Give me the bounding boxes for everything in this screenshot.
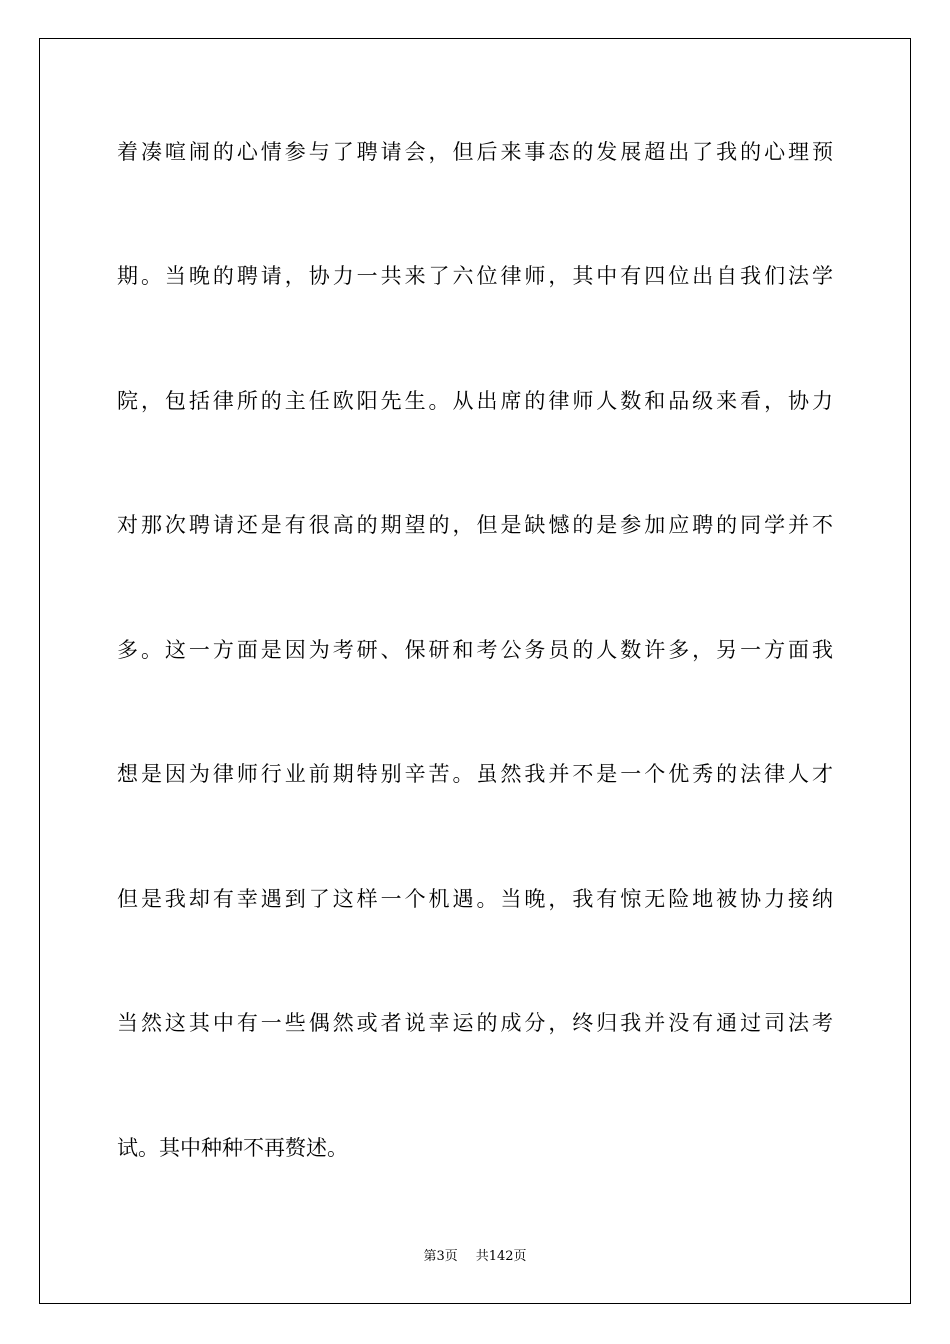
body-line-5: 多。这一方面是因为考研、保研和考公务员的人数许多，另一方面我 [117, 638, 833, 662]
body-line-7: 但是我却有幸遇到了这样一个机遇。当晚，我有惊无险地被协力接纳 [117, 887, 833, 911]
body-line-1: 着凑喧闹的心情参与了聘请会，但后来事态的发展超出了我的心理预 [117, 140, 833, 164]
page-border [39, 38, 911, 1304]
page-number: 第3页 [423, 1249, 458, 1264]
body-line-4: 对那次聘请还是有很高的期望的，但是缺憾的是参加应聘的同学并不 [117, 513, 833, 537]
body-line-9: 试。其中种种不再赘述。 [117, 1136, 348, 1160]
body-line-3: 院，包括律所的主任欧阳先生。从出席的律师人数和品级来看，协力 [117, 389, 833, 413]
page-footer [0, 1247, 950, 1267]
body-line-8: 当然这其中有一些偶然或者说幸运的成分，终归我并没有通过司法考 [117, 1011, 833, 1035]
total-pages: 共142页 [475, 1249, 527, 1264]
body-line-2: 期。当晚的聘请，协力一共来了六位律师，其中有四位出自我们法学 [117, 264, 833, 288]
body-line-6: 想是因为律师行业前期特别辛苦。虽然我并不是一个优秀的法律人才 [117, 762, 833, 786]
